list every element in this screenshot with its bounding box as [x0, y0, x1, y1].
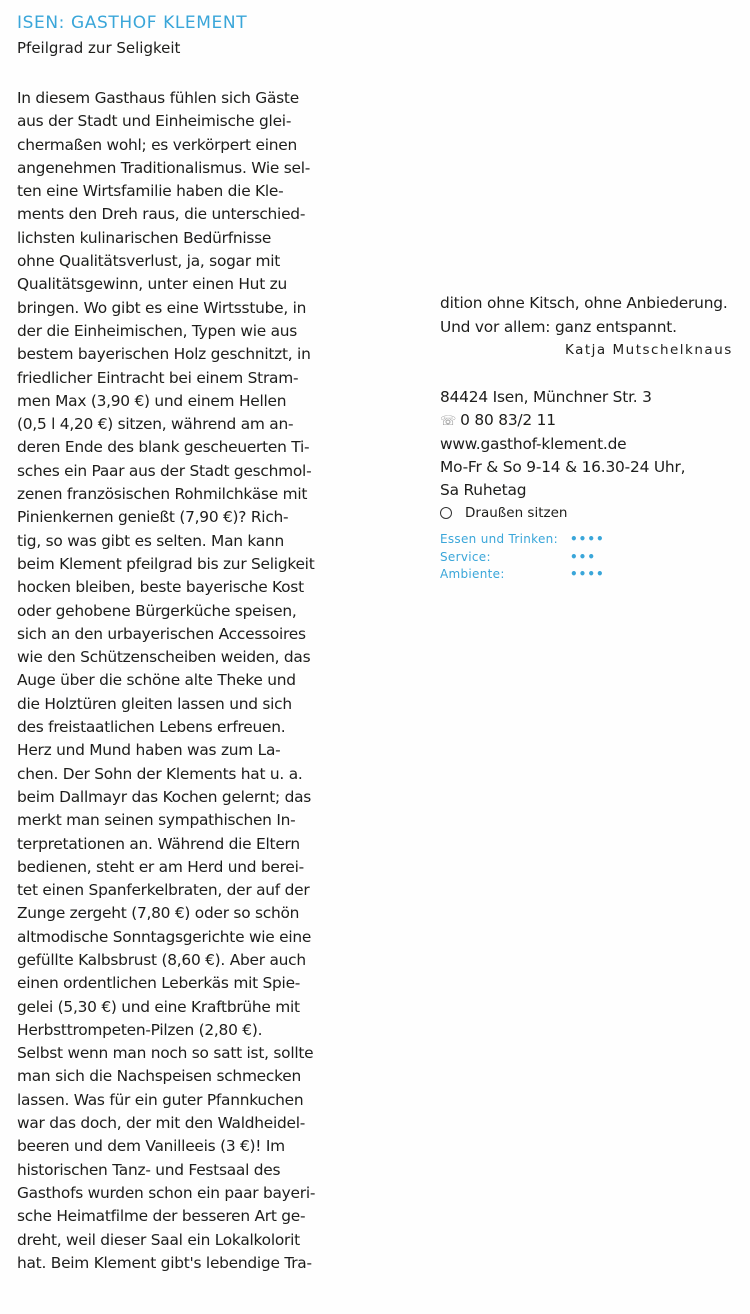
venue-info [440, 386, 740, 502]
rating-row [440, 531, 690, 549]
body-line: bringen. Wo gibt es eine Wirtsstube, in [17, 298, 307, 317]
rating-dots: •••• [570, 532, 605, 546]
body-line: lichsten kulinarischen Bedürfnisse [17, 228, 272, 247]
author-name: Katja Mutschelknaus [565, 342, 733, 358]
body-line: Qualitätsgewinn, unter einen Hut zu [17, 275, 287, 294]
body-line: men Max (3,90 €) und einem Hellen [17, 391, 287, 410]
article-body [17, 87, 317, 1275]
rating-dots: •••• [570, 567, 605, 581]
body-line: der die Einheimischen, Typen wie aus [17, 321, 298, 340]
outdoor-label: Draußen sitzen [465, 505, 568, 521]
body-line: aus der Stadt und Einheimische glei- [17, 112, 292, 131]
body-line: ten eine Wirtsfamilie haben die Kle- [17, 182, 284, 201]
body-line: beim Klement pfeilgrad bis zur Seligkeit [17, 554, 315, 573]
body-line: wie den Schützenscheiben weiden, das [17, 648, 311, 667]
body-line: angenehmen Traditionalismus. Wie sel- [17, 158, 311, 177]
body-line: tet einen Spanferkelbraten, der auf der [17, 881, 310, 900]
body-line: Auge über die schöne alte Theke und [17, 671, 296, 690]
rating-label: Essen und Trinken: [440, 532, 558, 546]
article-body-continued [440, 292, 740, 339]
body-line: gelei (5,30 €) und eine Kraftbrühe mit [17, 997, 300, 1016]
body-line: Pinienkernen genießt (7,90 €)? Rich- [17, 508, 289, 527]
rating-row [440, 566, 690, 584]
body-line: zenen französischen Rohmilchkäse mit [17, 485, 308, 504]
body-line: chermaßen wohl; es verkörpert einen [17, 135, 297, 154]
body-line: gefüllte Kalbsbrust (8,60 €). Aber auch [17, 950, 306, 969]
opening-hours: Mo-Fr & So 9-14 & 16.30-24 Uhr, [440, 457, 686, 476]
body-line: Selbst wenn man noch so satt ist, sollte [17, 1044, 314, 1063]
body-line: merkt man seinen sympathischen In- [17, 811, 296, 830]
rating-label: Service: [440, 549, 491, 564]
body-line: sich an den urbayerischen Accessoires [17, 624, 306, 643]
phone-number: 0 80 83/2 11 [460, 411, 556, 430]
body-line: war das doch, der mit den Waldheidel- [17, 1114, 306, 1133]
body-line: Und vor allem: ganz entspannt. [440, 317, 677, 336]
article-title: ISEN: GASTHOF KLEMENT [17, 13, 248, 33]
body-line: dreht, weil dieser Saal ein Lokalkolorit [17, 1230, 300, 1249]
article-subtitle: Pfeilgrad zur Seligkeit [17, 39, 181, 57]
body-line: chen. Der Sohn der Klements hat u. a. [17, 764, 303, 783]
body-line: bestem bayerischen Holz geschnitzt, in [17, 345, 311, 364]
body-line: friedlicher Eintracht bei einem Stram- [17, 368, 299, 387]
body-line: einen ordentlichen Leberkäs mit Spie- [17, 974, 301, 993]
body-line: tig, so was gibt es selten. Man kann [17, 531, 284, 550]
body-line: Herbsttrompeten-Pilzen (2,80 €). [17, 1020, 263, 1039]
body-line: sche Heimatfilme der besseren Art ge- [17, 1207, 306, 1226]
body-line: (0,5 l 4,20 €) sitzen, während am an- [17, 415, 294, 434]
body-line: deren Ende des blank gescheuerten Ti- [17, 438, 310, 457]
body-line: bedienen, steht er am Herd und berei- [17, 857, 304, 876]
address: 84424 Isen, Münchner Str. 3 [440, 388, 652, 406]
body-line: oder gehobene Bürgerküche speisen, [17, 601, 297, 620]
body-line: terpretationen an. Während die Eltern [17, 834, 300, 853]
body-line: lassen. Was für ein guter Pfannkuchen [17, 1090, 304, 1109]
body-line: Zunge zergeht (7,80 €) oder so schön [17, 904, 300, 923]
body-line: die Holztüren gleiten lassen und sich [17, 694, 292, 713]
closed-day: Sa Ruhetag [440, 481, 527, 500]
body-line: ments den Dreh raus, die unterschied- [17, 205, 306, 224]
body-line: hocken bleiben, beste bayerische Kost [17, 578, 304, 597]
body-line: In diesem Gasthaus fühlen sich Gäste [17, 89, 299, 107]
website: www.gasthof-klement.de [440, 434, 627, 453]
body-line: altmodische Sonntagsgerichte wie eine [17, 927, 312, 946]
body-line: beeren und dem Vanilleeis (3 €)! Im [17, 1137, 285, 1156]
phone-line [440, 409, 740, 432]
body-line: Herz und Mund haben was zum La- [17, 741, 281, 760]
rating-row [440, 549, 690, 567]
body-line: man sich die Nachspeisen schmecken [17, 1067, 301, 1086]
body-line: Gasthofs wurden schon ein paar bayeri- [17, 1183, 316, 1202]
body-line: dition ohne Kitsch, ohne Anbiederung. [440, 294, 728, 312]
body-line: ohne Qualitätsverlust, ja, sogar mit [17, 252, 281, 271]
body-line: historischen Tanz- und Festsaal des [17, 1160, 281, 1179]
body-line: beim Dallmayr das Kochen gelernt; das [17, 787, 312, 806]
body-line: sches ein Paar aus der Stadt geschmol- [17, 461, 312, 480]
phone-icon: ☏ [440, 414, 457, 430]
ratings [440, 531, 690, 584]
body-line: hat. Beim Klement gibt's lebendige Tra- [17, 1253, 312, 1272]
body-line: des freistaatlichen Lebens erfreuen. [17, 718, 286, 737]
rating-dots: ••• [570, 549, 597, 564]
outdoor-seating [440, 505, 567, 521]
rating-label: Ambiente: [440, 567, 505, 581]
outdoor-circle-icon [440, 507, 452, 519]
